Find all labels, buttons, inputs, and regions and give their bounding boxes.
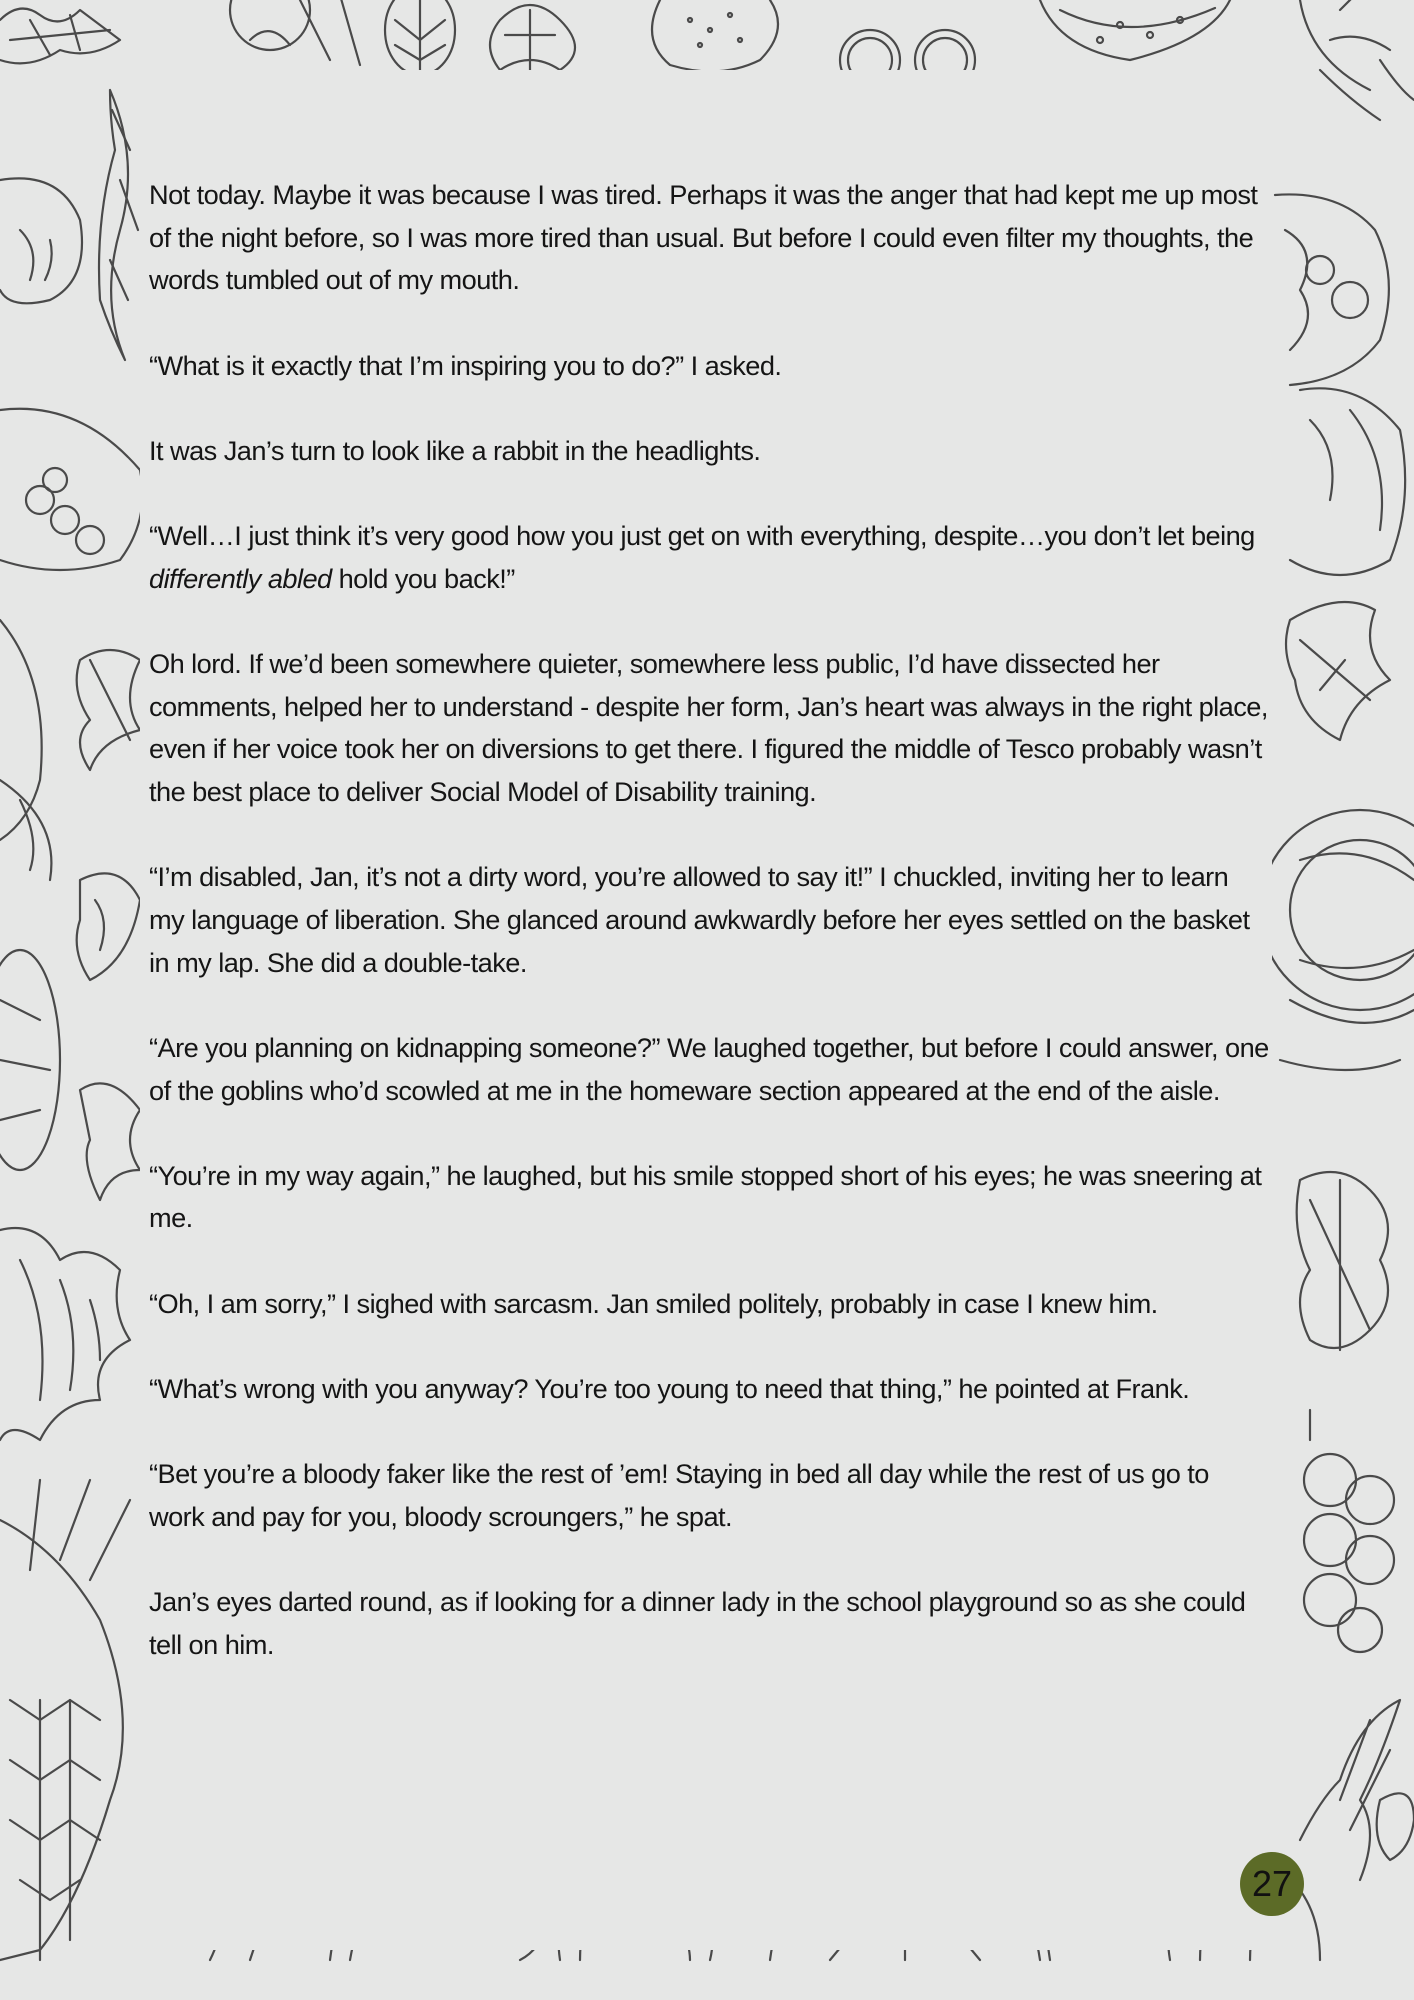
paragraph: Oh lord. If we’d been somewhere quieter, somewhere less public, I’d have dissected her comments, helped her to understand - despite her form, Jan’s heart was always in the right place, even if her voice took her on diversions to get there. I figured the middle of Tesco probably wasn’t the best place to deliver Social Model of Disability training. — [149, 647, 1268, 808]
paragraph: “You’re in my way again,” he laughed, but his smile stopped short of his eyes; he was sneering at me. — [149, 1159, 1262, 1234]
right-border-drawings — [1260, 0, 1414, 1880]
paragraph: “What’s wrong with you anyway? You’re too young to need that thing,” he pointed at Frank. — [149, 1372, 1190, 1404]
paragraph: “Bet you’re a bloody faker like the rest of ’em! Staying in bed all day while the rest of us go to work and pay for you, bloody scroungers,” he spat. — [149, 1458, 1209, 1532]
page-number-badge: 27 — [1240, 1852, 1304, 1916]
left-border-drawings — [0, 90, 143, 1960]
paragraph — [149, 515, 1269, 600]
paragraph: “Are you planning on kidnapping someone?” We laughed together, but before I could answer, one of the goblins who’d scowled at me in the homeware section appeared at the end of the aisle. — [149, 1031, 1269, 1106]
paragraph: It was Jan’s turn to look like a rabbit in the headlights. — [149, 434, 761, 466]
paragraph-text: hold you back!” — [331, 562, 515, 594]
story-text-body — [149, 174, 1269, 1709]
paragraph: Not today. Maybe it was because I was tired. Perhaps it was the anger that had kept me up most of the night before, so I was more tired than usual. But before I could even filter my thoughts, the words tumbled out of my mouth. — [149, 179, 1258, 296]
paragraph: “What is it exactly that I’m inspiring you to do?” I asked. — [149, 349, 782, 381]
paragraph: “Oh, I am sorry,” I sighed with sarcasm. Jan smiled politely, probably in case I knew him. — [149, 1287, 1158, 1319]
paragraph: “I’m disabled, Jan, it’s not a dirty word, you’re allowed to say it!” I chuckled, inviting her to learn my language of liberation. She glanced around awkwardly before her eyes settled on the basket in my lap. She did a double-take. — [149, 861, 1250, 978]
italic-phrase: differently abled — [149, 562, 332, 594]
paragraph: Jan’s eyes darted round, as if looking for a dinner lady in the school playground so as she could tell on him. — [149, 1585, 1246, 1660]
paragraph-text: “Well…I just think it’s very good how you just get on with everything, despite…you don’t let being — [149, 520, 1255, 552]
